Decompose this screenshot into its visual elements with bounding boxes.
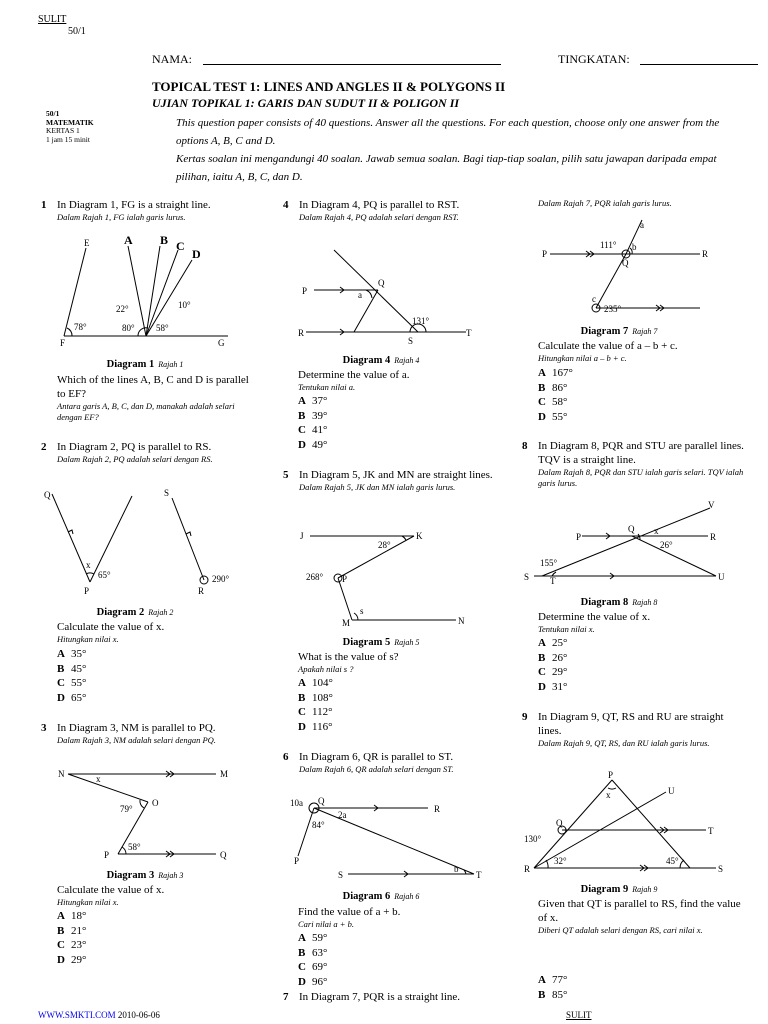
svg-text:x: x [606, 790, 611, 800]
option-value: 58° [552, 396, 568, 408]
option-letter: C [57, 939, 65, 951]
svg-text:84°: 84° [312, 820, 325, 830]
ask-text: Given that QT is parallel to RS, find the value of x. [538, 898, 741, 924]
ask-text: What is the value of s? [298, 651, 399, 663]
site-link[interactable]: WWW.SMKTI.COM [38, 1010, 116, 1020]
option-letter: A [538, 367, 546, 379]
question-text: In Diagram 9, QT, RS and RU are straight lines. [538, 711, 724, 737]
svg-text:22°: 22° [116, 304, 129, 314]
tingkatan-field[interactable] [640, 64, 758, 65]
svg-text:32°: 32° [554, 856, 567, 866]
ask-text: Determine the value of a. [298, 369, 410, 381]
side-time: 1 jam 15 minit [46, 134, 90, 144]
svg-text:R: R [710, 532, 717, 542]
caption-text: Diagram 2 [96, 607, 145, 618]
option-b[interactable] [538, 381, 573, 396]
svg-text:E: E [84, 238, 90, 248]
option-d[interactable] [538, 680, 567, 695]
svg-text:P: P [342, 574, 348, 584]
question-4-options [298, 394, 327, 452]
question-2 [41, 440, 261, 465]
instructions-ms: Kertas soalan ini mengandungi 40 soalan. Jawab semua soalan. Bagi tiap-tiap soalan, pilih satu jawapan daripada empat pilihan, iaitu A, B, C, dan D. [176, 153, 717, 183]
option-value: 29° [71, 953, 87, 966]
ask-text-ms: Tentukan nilai a. [298, 382, 356, 392]
caption-text-ms: Rajah 7 [632, 327, 658, 336]
svg-text:U: U [668, 786, 675, 796]
svg-text:F: F [60, 338, 66, 348]
svg-text:S: S [408, 336, 414, 346]
svg-text:B: B [160, 233, 169, 247]
svg-text:78°: 78° [74, 322, 87, 332]
ask-text: Find the value of a + b. [298, 906, 401, 918]
question-text: In Diagram 6, QR is parallel to ST. [299, 751, 454, 763]
caption-text: Diagram 4 [342, 355, 391, 366]
side-paper: KERTAS 1 [46, 126, 80, 135]
caption-text-ms: Rajah 5 [394, 638, 420, 647]
question-6 [283, 750, 493, 775]
ask-text-ms: Cari nilai a + b. [298, 919, 355, 929]
question-7 [283, 990, 493, 1004]
svg-text:Q: Q [622, 258, 629, 268]
footer-sulit: SULIT [566, 1010, 592, 1020]
diagram-5 [296, 526, 486, 630]
option-b[interactable] [298, 409, 327, 424]
question-text: In Diagram 2, PQ is parallel to RS. [57, 441, 212, 453]
option-value: 21° [71, 924, 87, 937]
caption-text: Diagram 5 [342, 637, 391, 648]
option-letter: B [57, 924, 65, 937]
question-9-ask [538, 897, 748, 936]
svg-text:P: P [608, 770, 614, 780]
option-letter: B [538, 381, 546, 394]
ask-text: Calculate the value of x. [57, 884, 165, 896]
option-value: 108° [312, 691, 333, 704]
svg-text:58°: 58° [128, 842, 141, 852]
ask-text-ms: Hitungkan nilai x. [57, 634, 119, 644]
option-letter: D [298, 438, 306, 451]
question-9-options [538, 973, 567, 1002]
diagram-2-caption [40, 607, 230, 618]
option-d[interactable] [538, 410, 573, 425]
option-letter: A [538, 637, 546, 649]
svg-text:130°: 130° [524, 834, 542, 844]
option-d[interactable] [57, 691, 86, 706]
svg-text:D: D [192, 247, 201, 261]
question-number: 6 [283, 751, 289, 763]
ask-text: Which of the lines A, B, C and D is parallel to EF? [57, 374, 249, 400]
caption-text: Diagram 8 [580, 597, 629, 608]
svg-text:45°: 45° [666, 856, 679, 866]
option-value: 69° [312, 961, 328, 973]
option-c[interactable] [298, 705, 333, 720]
question-text-ms: Dalam Rajah 2, PQ adalah selari dengan RS. [57, 454, 213, 464]
question-text: In Diagram 8, PQR and STU are parallel lines. TQV is a straight line. [538, 440, 744, 466]
svg-text:U: U [718, 572, 725, 582]
option-value: 167° [552, 367, 573, 379]
option-letter: A [298, 395, 306, 407]
ask-text-ms: Hitungkan nilai x. [57, 897, 119, 907]
option-value: 104° [312, 677, 333, 689]
question-number: 9 [522, 711, 528, 723]
svg-text:Q: Q [44, 490, 51, 500]
option-letter: A [298, 932, 306, 944]
option-d[interactable] [298, 438, 327, 453]
option-letter: D [298, 720, 306, 733]
option-letter: C [538, 666, 546, 678]
sulit-label: SULIT [38, 14, 67, 25]
question-7-ask [538, 339, 748, 364]
nama-field[interactable] [203, 64, 501, 65]
paper-code: 50/1 [68, 26, 86, 37]
option-d[interactable] [57, 953, 86, 968]
footer [38, 1010, 160, 1020]
diagram-4-caption [286, 355, 476, 366]
svg-text:a: a [640, 220, 644, 230]
option-letter: D [298, 975, 306, 988]
option-letter: C [298, 424, 306, 436]
question-text-ms: Dalam Rajah 3, NM adalah selari dengan PQ. [57, 735, 216, 745]
svg-text:b: b [632, 242, 637, 252]
question-number: 3 [41, 722, 47, 734]
svg-text:R: R [298, 328, 305, 338]
tingkatan-label: TINGKATAN: [558, 52, 630, 66]
option-value: 25° [552, 637, 568, 649]
svg-text:P: P [542, 249, 548, 259]
svg-text:T: T [466, 328, 472, 338]
diagram-6-caption [286, 891, 476, 902]
option-a[interactable] [298, 394, 327, 409]
option-value: 96° [312, 975, 328, 988]
question-number: 2 [41, 441, 47, 453]
svg-text:155°: 155° [540, 558, 558, 568]
diagram-7-caption [524, 326, 714, 337]
option-letter: D [538, 680, 546, 693]
question-number: 8 [522, 440, 528, 452]
caption-text-ms: Rajah 2 [148, 608, 174, 617]
svg-text:28°: 28° [378, 540, 391, 550]
option-value: 49° [312, 438, 328, 451]
svg-text:290°: 290° [212, 574, 230, 584]
diagram-2 [42, 484, 242, 598]
question-3-ask [57, 883, 257, 908]
question-8-options [538, 636, 567, 694]
diagram-9 [520, 768, 740, 880]
option-b[interactable] [298, 946, 327, 961]
option-value: 26° [552, 651, 568, 664]
diagram-8 [520, 496, 730, 588]
option-a[interactable] [538, 366, 573, 381]
option-value: 112° [312, 706, 333, 718]
option-b[interactable] [298, 691, 333, 706]
option-letter: D [57, 691, 65, 704]
svg-text:P: P [104, 850, 110, 860]
svg-text:A: A [124, 233, 133, 247]
caption-text-ms: Rajah 6 [394, 892, 420, 901]
svg-text:N: N [458, 616, 465, 626]
option-b[interactable] [538, 988, 567, 1003]
svg-text:Q: Q [556, 818, 563, 828]
svg-text:S: S [164, 488, 170, 498]
question-7-text-ms: Dalam Rajah 7, PQR ialah garis lurus. [538, 198, 672, 208]
svg-text:S: S [718, 864, 724, 874]
caption-text: Diagram 9 [580, 884, 629, 895]
svg-text:R: R [198, 586, 205, 596]
question-6-options [298, 931, 327, 989]
svg-text:80°: 80° [122, 323, 135, 333]
diagram-9-caption [524, 884, 714, 895]
svg-text:T: T [550, 576, 556, 586]
option-b[interactable] [538, 651, 567, 666]
svg-text:C: C [176, 239, 185, 253]
option-a[interactable] [538, 973, 567, 988]
question-8 [522, 439, 744, 489]
question-2-ask [57, 620, 257, 645]
diagram-5-caption [286, 637, 476, 648]
option-c[interactable] [538, 665, 567, 680]
option-c[interactable] [298, 423, 327, 438]
svg-text:268°: 268° [306, 572, 324, 582]
question-number: 7 [283, 991, 289, 1003]
question-6-ask [298, 905, 488, 930]
option-letter: A [298, 677, 306, 689]
option-a[interactable] [57, 909, 86, 924]
option-letter: B [538, 988, 546, 1001]
question-3 [41, 721, 261, 746]
page-subtitle: UJIAN TOPIKAL 1: GARIS DAN SUDUT II & POLIGON II [152, 96, 460, 110]
option-value: 86° [552, 381, 568, 394]
svg-text:26°: 26° [660, 540, 673, 550]
question-5 [283, 468, 493, 493]
diagram-3 [56, 764, 246, 864]
option-c[interactable] [298, 960, 327, 975]
option-letter: C [298, 961, 306, 973]
diagram-3-caption [50, 870, 240, 881]
option-value: 77° [552, 974, 568, 986]
question-text-ms: Dalam Rajah 5, JK dan MN ialah garis lurus. [299, 482, 456, 492]
caption-text-ms: Rajah 9 [632, 885, 658, 894]
caption-text: Diagram 3 [106, 870, 155, 881]
option-value: 31° [552, 680, 568, 693]
question-text-ms: Dalam Rajah 1, FG ialah garis lurus. [57, 212, 186, 222]
question-5-ask [298, 650, 488, 675]
option-letter: B [57, 662, 65, 675]
svg-text:O: O [152, 798, 159, 808]
caption-text-ms: Rajah 8 [632, 598, 658, 607]
option-value: 116° [312, 720, 333, 733]
svg-text:b: b [454, 864, 459, 874]
svg-text:Q: Q [628, 524, 635, 534]
question-text: In Diagram 1, FG is a straight line. [57, 199, 211, 211]
svg-text:10°: 10° [178, 300, 191, 310]
option-c[interactable] [57, 938, 86, 953]
svg-text:10a: 10a [290, 798, 303, 808]
instructions-en: This question paper consists of 40 questions. Answer all the questions. For each question, choose only one answer from the options A, B, C and D. [176, 117, 720, 147]
ask-text-ms: Hitungkan nilai a – b + c. [538, 353, 627, 363]
option-letter: C [298, 706, 306, 718]
side-subject: MATEMATIK [46, 117, 94, 127]
option-value: 35° [71, 648, 87, 660]
option-value: 55° [71, 677, 87, 689]
option-letter: B [298, 409, 306, 422]
diagram-1 [52, 232, 242, 350]
svg-text:V: V [708, 500, 715, 510]
diagram-6 [288, 794, 488, 886]
ask-text-ms: Apakah nilai s ? [298, 664, 354, 674]
question-text-ms: Dalam Rajah 6, QR adalah selari dengan ST. [299, 764, 454, 774]
footer-date: 2010-06-06 [117, 1010, 160, 1020]
question-8-ask [538, 610, 748, 635]
question-text: In Diagram 3, NM is parallel to PQ. [57, 722, 216, 734]
svg-text:111°: 111° [600, 240, 617, 250]
svg-text:a: a [358, 290, 362, 300]
ask-text-ms: Diberi QT adalah selari dengan RS, cari nilai x. [538, 925, 703, 935]
option-c[interactable] [538, 395, 573, 410]
svg-text:58°: 58° [156, 323, 169, 333]
question-1 [41, 198, 261, 223]
option-b[interactable] [57, 924, 86, 939]
side-code: 50/1 [46, 109, 60, 118]
svg-text:Q: Q [220, 850, 227, 860]
question-number: 1 [41, 199, 47, 211]
svg-text:T: T [708, 826, 714, 836]
option-a[interactable] [298, 676, 333, 691]
caption-text: Diagram 6 [342, 891, 391, 902]
question-7-options [538, 366, 573, 424]
svg-text:R: R [702, 249, 709, 259]
question-text-ms: Dalam Rajah 9, QT, RS, dan RU ialah garis lurus. [538, 738, 710, 748]
question-9 [522, 710, 744, 749]
question-1-ask [57, 373, 257, 423]
option-value: 23° [71, 939, 87, 951]
option-d[interactable] [298, 975, 327, 990]
svg-text:Q: Q [378, 278, 385, 288]
option-letter: B [538, 651, 546, 664]
svg-text:R: R [434, 804, 441, 814]
diagram-7 [536, 214, 736, 318]
option-d[interactable] [298, 720, 333, 735]
option-letter: D [57, 953, 65, 966]
question-text: In Diagram 4, PQ is parallel to RST. [299, 199, 460, 211]
question-number: 5 [283, 469, 289, 481]
option-letter: A [538, 974, 546, 986]
ask-text: Calculate the value of x. [57, 621, 165, 633]
option-value: 55° [552, 410, 568, 423]
svg-text:S: S [338, 870, 344, 880]
option-letter: D [538, 410, 546, 423]
option-b[interactable] [57, 662, 86, 677]
question-text-ms: Dalam Rajah 8, PQR dan STU ialah garis selari. TQV ialah garis lurus. [538, 467, 744, 488]
svg-text:2a: 2a [338, 810, 347, 820]
question-text: In Diagram 7, PQR is a straight line. [299, 991, 461, 1003]
svg-text:s: s [360, 606, 364, 616]
question-text-ms: Dalam Rajah 4, PQ adalah selari dengan RST. [299, 212, 459, 222]
diagram-4 [294, 242, 484, 346]
side-info [46, 110, 94, 144]
option-c[interactable] [57, 676, 86, 691]
ask-text: Determine the value of x. [538, 611, 651, 623]
svg-text:c: c [592, 294, 596, 304]
option-letter: C [538, 396, 546, 408]
svg-text:G: G [218, 338, 225, 348]
svg-text:R: R [524, 864, 531, 874]
option-value: 29° [552, 666, 568, 678]
page-title: TOPICAL TEST 1: LINES AND ANGLES II & POLYGONS II [152, 79, 506, 94]
svg-text:79°: 79° [120, 804, 133, 814]
svg-text:Q: Q [318, 796, 325, 806]
svg-text:x: x [86, 560, 91, 570]
question-5-options [298, 676, 333, 734]
diagram-8-caption [524, 597, 714, 608]
question-text: In Diagram 5, JK and MN are straight lines. [299, 469, 493, 481]
caption-text: Diagram 7 [580, 326, 629, 337]
caption-text: Diagram 1 [106, 359, 155, 370]
option-letter: A [57, 648, 65, 660]
svg-text:x: x [654, 526, 659, 536]
svg-text:S: S [524, 572, 530, 582]
option-value: 59° [312, 932, 328, 944]
question-4-ask [298, 368, 488, 393]
option-letter: B [298, 691, 306, 704]
option-value: 45° [71, 662, 87, 675]
option-letter: A [57, 910, 65, 922]
svg-text:K: K [416, 531, 423, 541]
ask-text: Calculate the value of a – b + c. [538, 340, 678, 352]
question-number: 4 [283, 199, 289, 211]
caption-text-ms: Rajah 4 [394, 356, 420, 365]
caption-text-ms: Rajah 1 [158, 360, 184, 369]
ask-text-ms: Tentukan nilai x. [538, 624, 595, 634]
option-value: 41° [312, 424, 328, 436]
svg-text:65°: 65° [98, 570, 111, 580]
nama-label: NAMA: [152, 52, 193, 66]
svg-text:N: N [58, 769, 65, 779]
question-2-options [57, 647, 86, 705]
option-value: 85° [552, 988, 568, 1001]
svg-text:P: P [302, 286, 308, 296]
question-4 [283, 198, 493, 223]
question-3-options [57, 909, 86, 967]
option-value: 39° [312, 409, 328, 422]
option-letter: B [298, 946, 306, 959]
diagram-1-caption [50, 359, 240, 370]
option-value: 65° [71, 691, 87, 704]
svg-text:J: J [300, 531, 304, 541]
svg-text:x: x [96, 774, 101, 784]
option-value: 37° [312, 395, 328, 407]
svg-text:M: M [342, 618, 351, 628]
svg-text:235°: 235° [604, 304, 622, 314]
svg-text:P: P [294, 856, 300, 866]
option-value: 18° [71, 910, 87, 922]
ask-text-ms: Antara garis A, B, C, dan D, manakah adalah selari dengan EF? [57, 401, 235, 422]
svg-text:T: T [476, 870, 482, 880]
option-value: 63° [312, 946, 328, 959]
svg-text:131°: 131° [412, 316, 430, 326]
option-a[interactable] [57, 647, 86, 662]
option-letter: C [57, 677, 65, 689]
svg-text:M: M [220, 769, 229, 779]
svg-text:P: P [576, 532, 582, 542]
option-a[interactable] [538, 636, 567, 651]
option-a[interactable] [298, 931, 327, 946]
caption-text-ms: Rajah 3 [158, 871, 184, 880]
svg-text:P: P [84, 586, 90, 596]
